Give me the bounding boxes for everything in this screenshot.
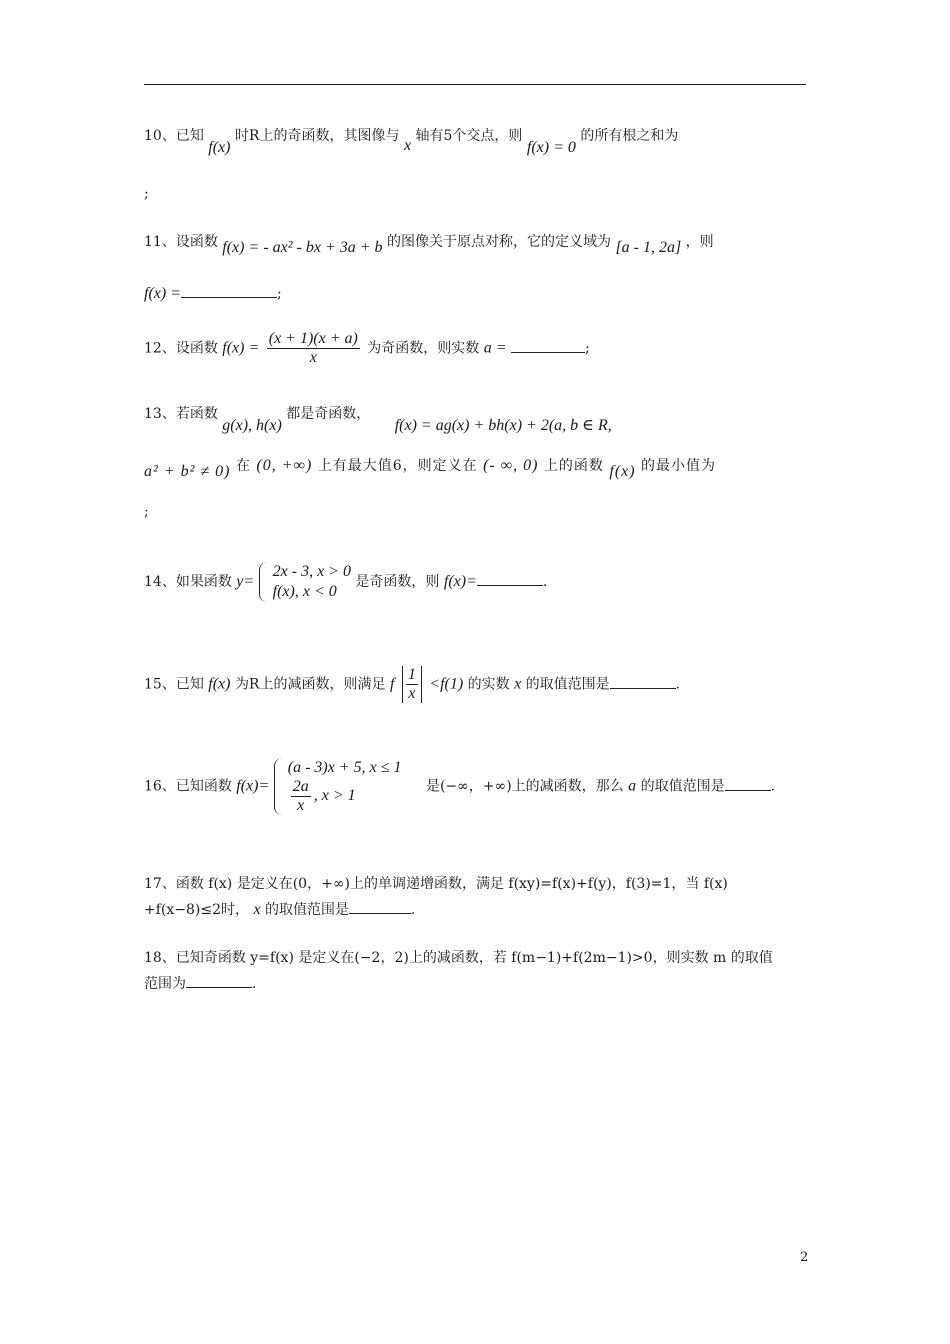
question-16: 16、已知函数 f(x)= (a - 3)x + 5, x ≤ 1 $\frac{2a}{x}$ , x > 1 是(−∞，+∞)上的减函数，那么 a 的取值范围是 .	[144, 759, 776, 814]
answer-blank[interactable]	[725, 790, 771, 791]
answer-blank[interactable]	[511, 352, 585, 353]
header-rule	[144, 84, 806, 85]
page-number: 2	[800, 1250, 809, 1265]
question-10-semicolon: ;	[144, 186, 149, 202]
piecewise-function: (a - 3)x + 5, x ≤ 1 $\frac{2a}{x}$ , x > 1	[274, 758, 402, 815]
question-15: 15、已知 f(x) 为R上的减函数，则满足 f $\frac{1}{x}$ <f(1) 的实数 x 的取值范围是 .	[144, 666, 681, 702]
answer-blank[interactable]	[186, 987, 252, 988]
question-12: 12、设函数 f(x) = $\frac{(x + 1)(x + a)}{x}$ 为奇函数，则实数 a = ;	[144, 330, 590, 366]
question-13-line-2: a² + b² ≠ 0) 在 (0, +∞) 上有最大值6，则定义在 (- ∞, 0) 上的函数 f(x) 的最小值为	[144, 457, 717, 480]
brace	[274, 758, 283, 815]
answer-blank[interactable]	[349, 913, 411, 914]
question-11: 11、设函数 f(x) = - ax² - bx + 3a + b 的图像关于原点对称，它的定义域为 [a - 1, 2a] ，则	[144, 234, 714, 256]
question-11-answer-line: f(x) = ;	[144, 285, 282, 302]
question-13: 13、若函数 g(x), h(x) 都是奇函数， f(x) = ag(x) + bh(x) + 2(a, b ∈ R,	[144, 406, 612, 434]
question-17: 17、函数 f(x) 是定义在(0，+∞)上的单调递增函数，满足 f(xy)=f(x)+f(y)，f(3)=1，当 f(x) +f(x−8)≤2时， x 的取值范围是 .	[144, 876, 728, 918]
question-13-semicolon: ;	[144, 504, 149, 520]
question-10: 10、已知 f(x) 时R上的奇函数，其图像与 x 轴有5个交点，则 f(x) = 0 的所有根之和为	[144, 128, 679, 156]
question-18: 18、已知奇函数 y=f(x) 是定义在(−2，2)上的减函数，若 f(m−1)+f(2m−1)>0，则实数 m 的取值 范围为 .	[144, 950, 773, 992]
answer-blank[interactable]	[181, 297, 277, 298]
answer-blank[interactable]	[610, 688, 676, 689]
fraction: $\frac{2a}{x}$	[292, 778, 309, 814]
abs-fraction: $\frac{1}{x}$	[402, 666, 422, 703]
brace	[259, 562, 268, 602]
answer-blank[interactable]	[477, 585, 543, 586]
piecewise-function: 2x - 3, x > 0 f(x), x < 0	[259, 562, 351, 602]
question-14: 14、如果函数 y= 2x - 3, x > 0 f(x), x < 0 是奇函数，则 f(x)= .	[144, 563, 548, 600]
fraction: $\frac{(x + 1)(x + a)}{x}$	[268, 330, 358, 366]
